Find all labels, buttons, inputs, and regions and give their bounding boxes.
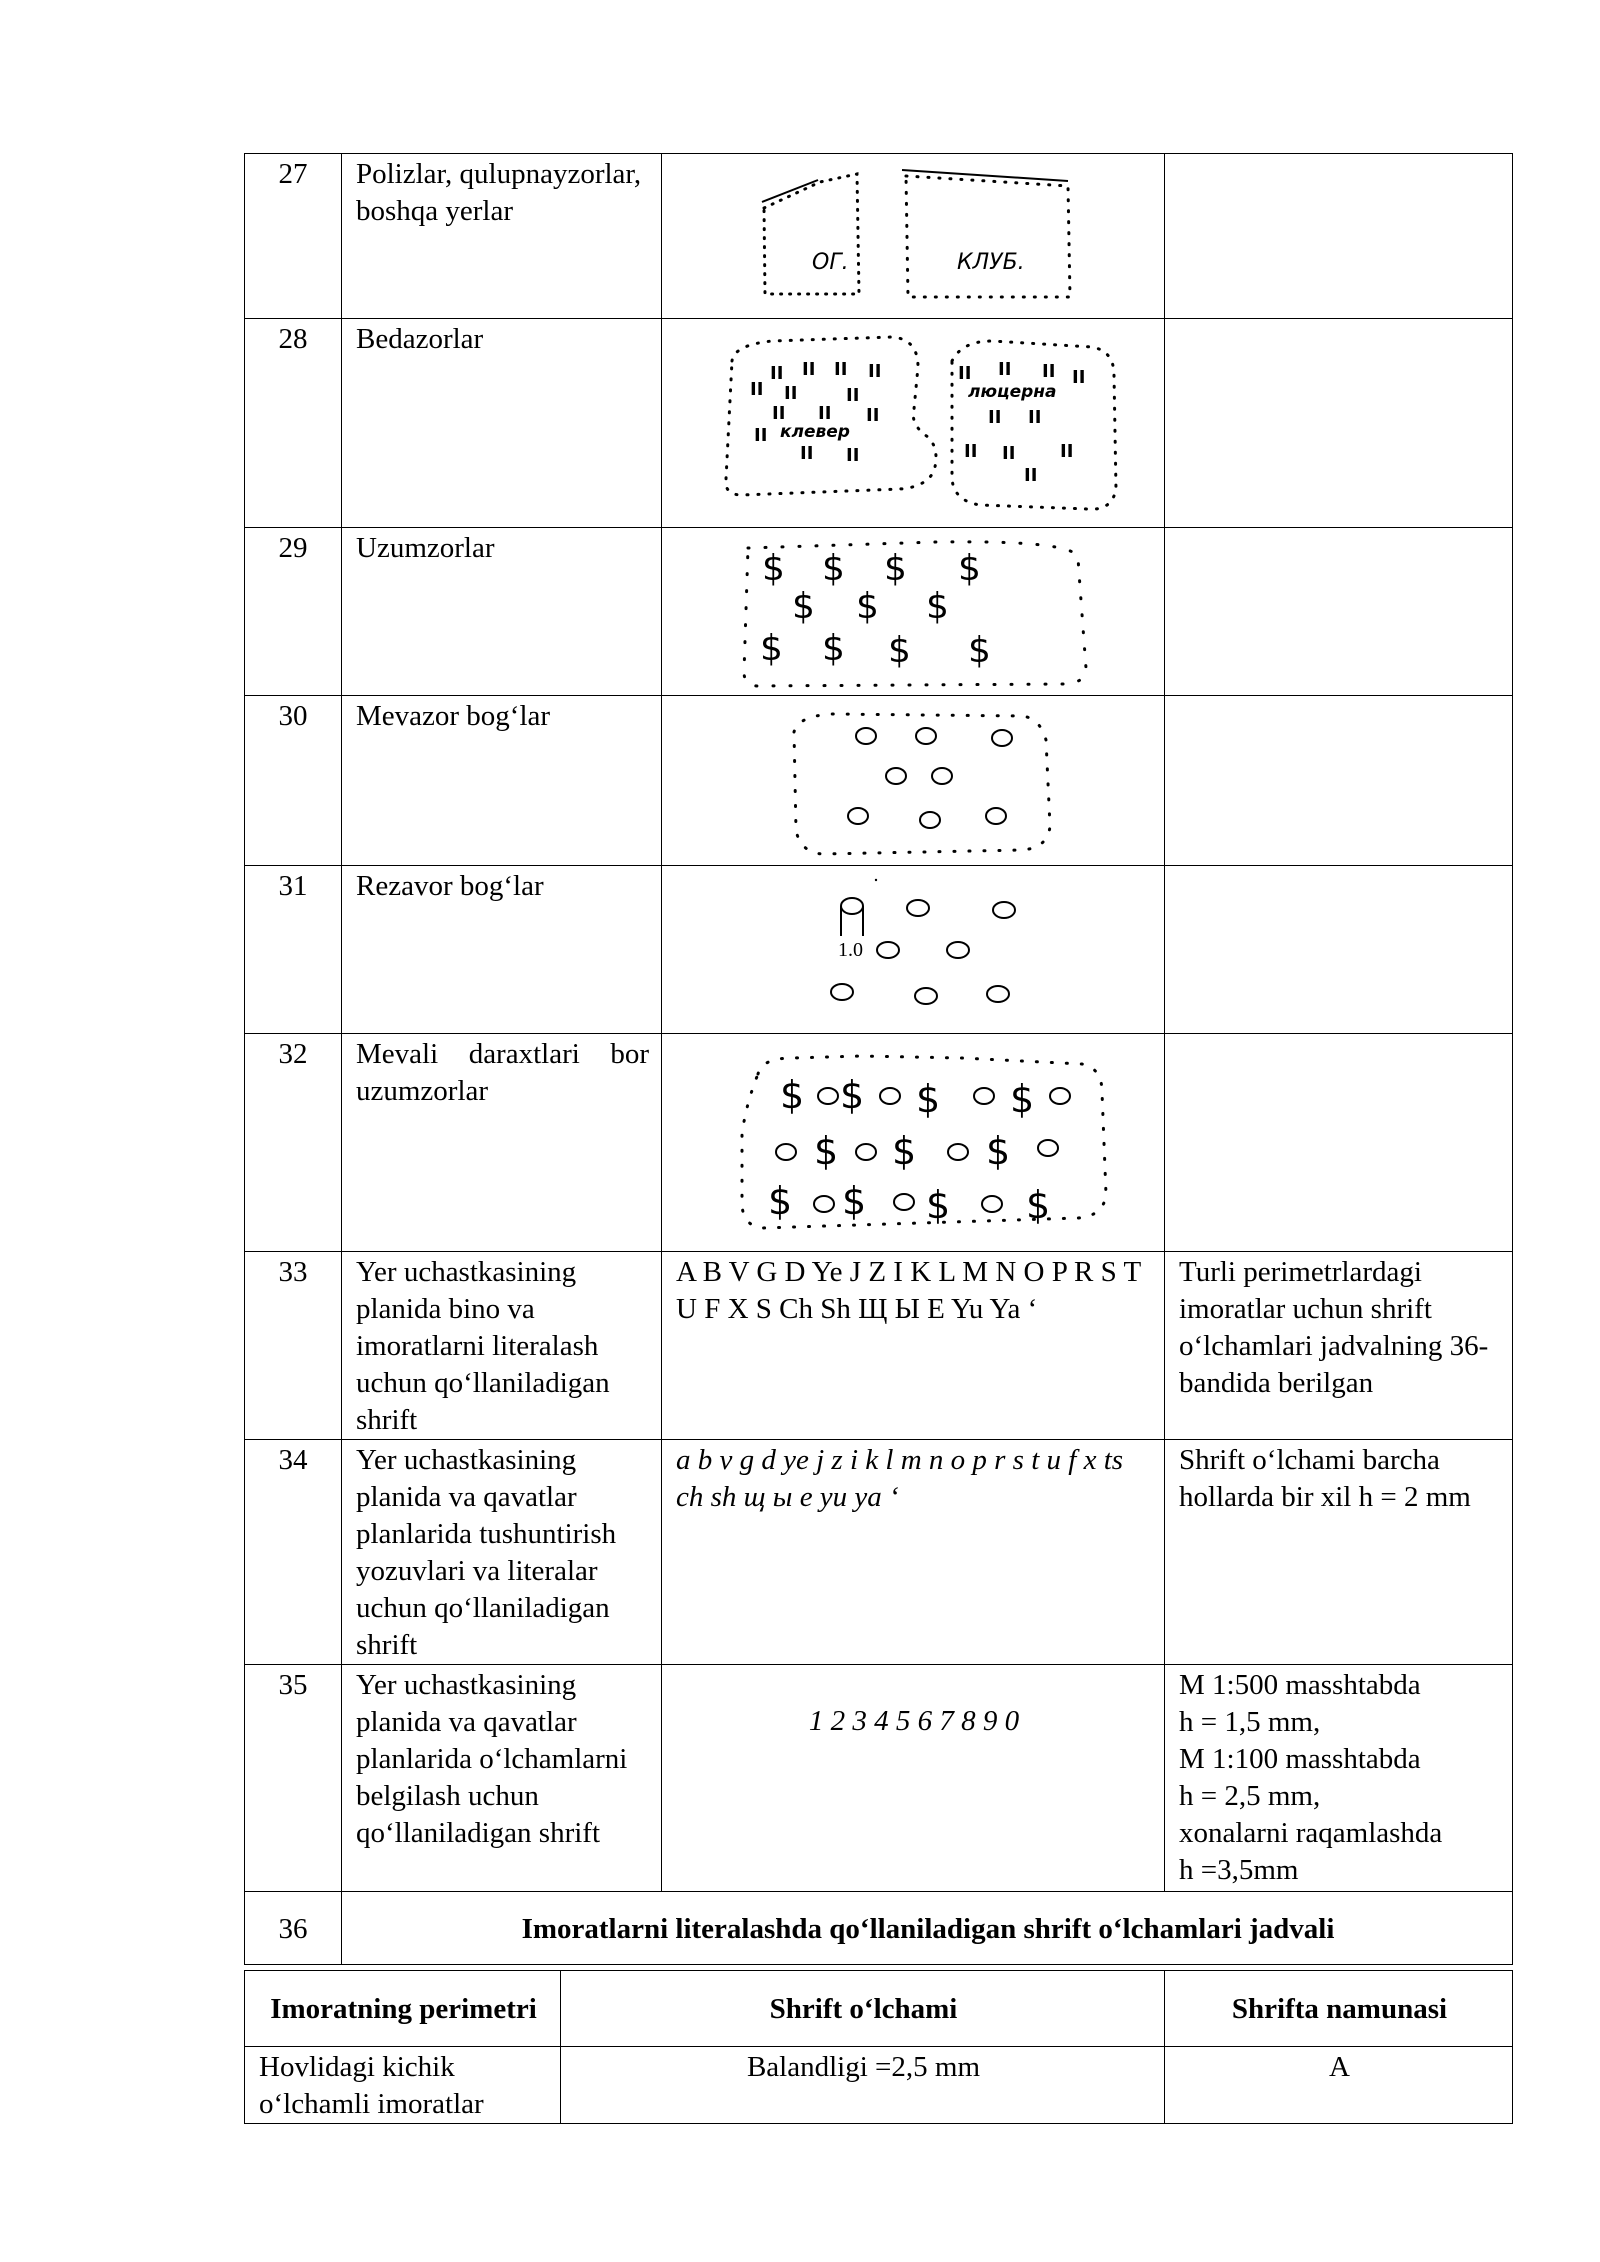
- symbol-cell: [662, 528, 1165, 696]
- field-label-b: люцерна: [968, 382, 1057, 402]
- font-sample-lowercase: a b v g d ye j z i k l m n o p r s t u f x ts ch sh щ ы e yu ya ‘: [662, 1440, 1165, 1665]
- svg-text:II: II: [988, 407, 1002, 428]
- font-sample-digits: 1 2 3 4 5 6 7 8 9 0: [662, 1665, 1165, 1892]
- row-name: Mevazor bog‘lar: [342, 696, 662, 866]
- cell-font-sample: A: [1165, 2047, 1513, 2124]
- svg-text:$: $: [822, 628, 845, 669]
- svg-text:$: $: [840, 1073, 865, 1117]
- svg-text:$: $: [888, 630, 911, 671]
- field-label-a: ОГ.: [812, 250, 849, 275]
- svg-text:II: II: [1042, 361, 1056, 382]
- svg-text:II: II: [784, 383, 798, 404]
- table-row: [245, 1892, 1513, 1965]
- svg-text:$: $: [792, 586, 815, 627]
- svg-text:$: $: [814, 1129, 839, 1173]
- row-number: 35: [245, 1665, 342, 1892]
- melon-field-symbol: [662, 154, 1165, 317]
- svg-text:$: $: [916, 1077, 941, 1121]
- table-row: [245, 319, 1513, 528]
- row-name: Yer uchastkasining planida va qavatlar planlarida o‘lchamlarni belgilash uchun qo‘llaniladigan shrift: [342, 1665, 662, 1892]
- svg-text:II: II: [834, 359, 848, 380]
- row-number: 29: [245, 528, 342, 696]
- svg-text:$: $: [760, 628, 783, 669]
- header-font-sample: Shrifta namunasi: [1165, 1971, 1513, 2047]
- row-name: Mevali daraxtlari bor uzumzorlar: [342, 1034, 662, 1252]
- note-line: M 1:100 masshtabda: [1179, 1743, 1421, 1775]
- svg-text:$: $: [892, 1129, 917, 1173]
- svg-text:II: II: [1024, 465, 1038, 486]
- row-note: [1165, 528, 1513, 696]
- field-label-b: КЛУБ.: [957, 250, 1025, 275]
- svg-text:II: II: [754, 425, 768, 446]
- row-name: Bedazorlar: [342, 319, 662, 528]
- row-note: Turli perimetrlardagi imoratlar uchun shrift o‘lchamlari jadvalning 36-bandida berilgan: [1165, 1252, 1513, 1440]
- svg-text:II: II: [1028, 407, 1042, 428]
- svg-text:$: $: [762, 548, 785, 589]
- table-row: [245, 1252, 1513, 1440]
- row-note: [1165, 1665, 1513, 1892]
- svg-text:II: II: [958, 363, 972, 384]
- table-row: [245, 866, 1513, 1034]
- symbol-cell: [662, 1034, 1165, 1252]
- row-name: Yer uchastkasining planida va qavatlar planlarida tushuntirish yozuvlari va literalar uchun qo‘llaniladigan shrift: [342, 1440, 662, 1665]
- svg-text:II: II: [800, 443, 814, 464]
- svg-text:$: $: [1010, 1077, 1035, 1121]
- svg-text:$: $: [926, 1183, 951, 1227]
- svg-text:$: $: [822, 548, 845, 589]
- field-label-a: клевер: [780, 422, 850, 442]
- svg-text:II: II: [750, 379, 764, 400]
- row-note: [1165, 319, 1513, 528]
- note-line: M 1:500 masshtabda: [1179, 1669, 1421, 1701]
- note-line: h =3,5mm: [1179, 1854, 1299, 1886]
- row-note: [1165, 866, 1513, 1034]
- font-sample-uppercase: A B V G D Ye J Z I K L M N O P R S T U F X S Ch Sh Щ Ы E Yu Ya ‘: [662, 1252, 1165, 1440]
- legend-table: [244, 153, 1513, 1965]
- row-note: [1165, 696, 1513, 866]
- row-note: [1165, 1034, 1513, 1252]
- symbol-cell: [662, 319, 1165, 528]
- vineyard-orchard-symbol: [662, 1034, 1165, 1250]
- row-note: [1165, 154, 1513, 319]
- symbol-cell: [662, 866, 1165, 1034]
- svg-text:$: $: [842, 1179, 867, 1223]
- orchard-symbol: [662, 696, 1165, 864]
- svg-text:II: II: [1002, 443, 1016, 464]
- table-row: [245, 2047, 1513, 2124]
- symbol-cell: [662, 154, 1165, 319]
- svg-text:$: $: [958, 548, 981, 589]
- svg-text:II: II: [818, 403, 832, 424]
- row-name: Uzumzorlar: [342, 528, 662, 696]
- svg-text:$: $: [1026, 1183, 1051, 1227]
- cell-perimeter: Hovlidagi kichik o‘lchamli imoratlar: [245, 2047, 561, 2124]
- symbol-cell: [662, 696, 1165, 866]
- svg-text:II: II: [846, 445, 860, 466]
- row-name: Rezavor bog‘lar: [342, 866, 662, 1034]
- svg-text:II: II: [998, 359, 1012, 380]
- alfalfa-field-symbol: [662, 319, 1165, 526]
- row-name: Yer uchastkasining planida bino va imoratlarni literalash uchun qo‘llaniladigan shrift: [342, 1252, 662, 1440]
- header-font-size: Shrift o‘lchami: [561, 1971, 1165, 2047]
- row-number: 32: [245, 1034, 342, 1252]
- note-line: h = 2,5 mm,: [1179, 1780, 1321, 1812]
- row-number: 36: [245, 1892, 342, 1965]
- note-line: xonalarni raqamlashda: [1179, 1817, 1443, 1849]
- row-name: Polizlar, qulupnayzorlar, boshqa yerlar: [342, 154, 662, 319]
- table-row: [245, 1440, 1513, 1665]
- svg-text:II: II: [802, 359, 816, 380]
- svg-text:II: II: [1060, 441, 1074, 462]
- svg-text:II: II: [772, 403, 786, 424]
- header-perimeter: Imoratning perimetri: [245, 1971, 561, 2047]
- svg-text:$: $: [768, 1179, 793, 1223]
- row-number: 30: [245, 696, 342, 866]
- table-row: [245, 696, 1513, 866]
- table-row: [245, 528, 1513, 696]
- row-number: 28: [245, 319, 342, 528]
- svg-text:$: $: [856, 586, 879, 627]
- berry-garden-symbol: [662, 866, 1165, 1032]
- svg-text:$: $: [968, 630, 991, 671]
- row-number: 33: [245, 1252, 342, 1440]
- svg-text:$: $: [780, 1073, 805, 1117]
- svg-text:II: II: [846, 385, 860, 406]
- cell-font-size: Balandligi =2,5 mm: [561, 2047, 1165, 2124]
- row-note: Shrift o‘lchami barcha hollarda bir xil h = 2 mm: [1165, 1440, 1513, 1665]
- section-title: Imoratlarni literalashda qo‘llaniladigan shrift o‘lchamlari jadvali: [342, 1892, 1513, 1965]
- svg-text:II: II: [964, 441, 978, 462]
- row-number: 31: [245, 866, 342, 1034]
- svg-text:II: II: [866, 405, 880, 426]
- table-row: [245, 1665, 1513, 1892]
- svg-text:$: $: [926, 586, 949, 627]
- table-row: [245, 1034, 1513, 1252]
- row-number: 34: [245, 1440, 342, 1665]
- font-size-table: [244, 1970, 1513, 2124]
- svg-text:$: $: [884, 548, 907, 589]
- svg-text:II: II: [868, 361, 882, 382]
- row-number: 27: [245, 154, 342, 319]
- svg-text:II: II: [1072, 367, 1086, 388]
- table-header-row: [245, 1971, 1513, 2047]
- svg-text:II: II: [770, 363, 784, 384]
- vineyard-symbol: [662, 528, 1165, 694]
- table-row: [245, 154, 1513, 319]
- svg-text:$: $: [986, 1129, 1011, 1173]
- scale-label: 1.0: [838, 939, 863, 961]
- note-line: h = 1,5 mm,: [1179, 1706, 1321, 1738]
